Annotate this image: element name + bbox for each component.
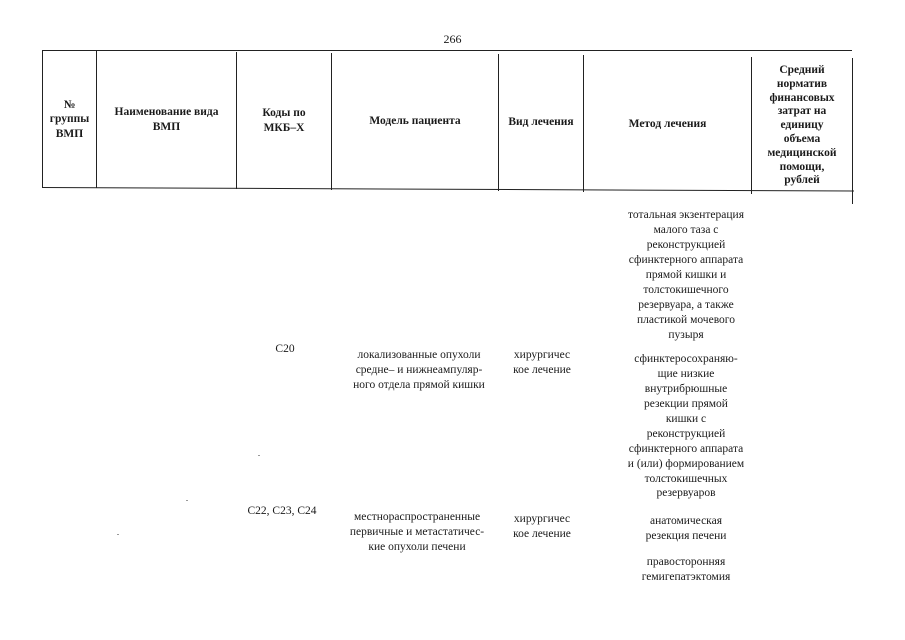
header-cell-icd-codes: Коды по МКБ–Х [262, 107, 306, 134]
row-1-method: тотальная экзентерация малого таза с реконструкцией сфинктерного аппарата прямой кишки и толстокишечного резервуара, а также пластикой мочевого пузыря [627, 209, 744, 341]
row-3-patient-model: местнораспространенные первичные и метастатичес- кие опухоли печени [349, 511, 485, 553]
row-3-method-2: правосторонняя гемигепатэктомия [641, 556, 731, 583]
row-3-treatment-type: хирургичес кое лечение [513, 513, 571, 540]
row-2-method: сфинктеросохраняю- щие низкие внутрибрюшные резекции прямой кишки с реконструкцией сфинктерного аппарата и (или) формированием толстокишечных резервуаров [627, 353, 745, 500]
row-2-treatment-type: хирургичес кое лечение [513, 349, 571, 376]
scan-speck [186, 500, 188, 501]
header-cell-treatment-type: Вид лечения [508, 116, 574, 129]
scan-speck [117, 534, 119, 535]
page-number: 266 [443, 32, 462, 46]
row-2-code: C20 [275, 343, 295, 355]
row-3-code: C22, C23, C24 [247, 505, 317, 517]
header-cell-treatment-method: Метод лечения [628, 118, 707, 131]
header-cell-patient-model: Модель пациента [369, 115, 461, 128]
row-2-patient-model: локализованные опухоли средне– и нижнеампуляр- ного отдела прямой кишки [353, 349, 485, 391]
row-3-method-1: анатомическая резекция печени [645, 515, 727, 542]
header-cell-cost-norm: Средний норматив финансовых затрат на единицу объема медицинской помощи, рублей [767, 64, 837, 187]
header-cell-group-number: № группы ВМП [49, 98, 90, 140]
header-divider [852, 58, 853, 204]
scan-speck [258, 455, 260, 456]
header-cell-vmp-name: Наименование вида ВМП [114, 106, 219, 133]
